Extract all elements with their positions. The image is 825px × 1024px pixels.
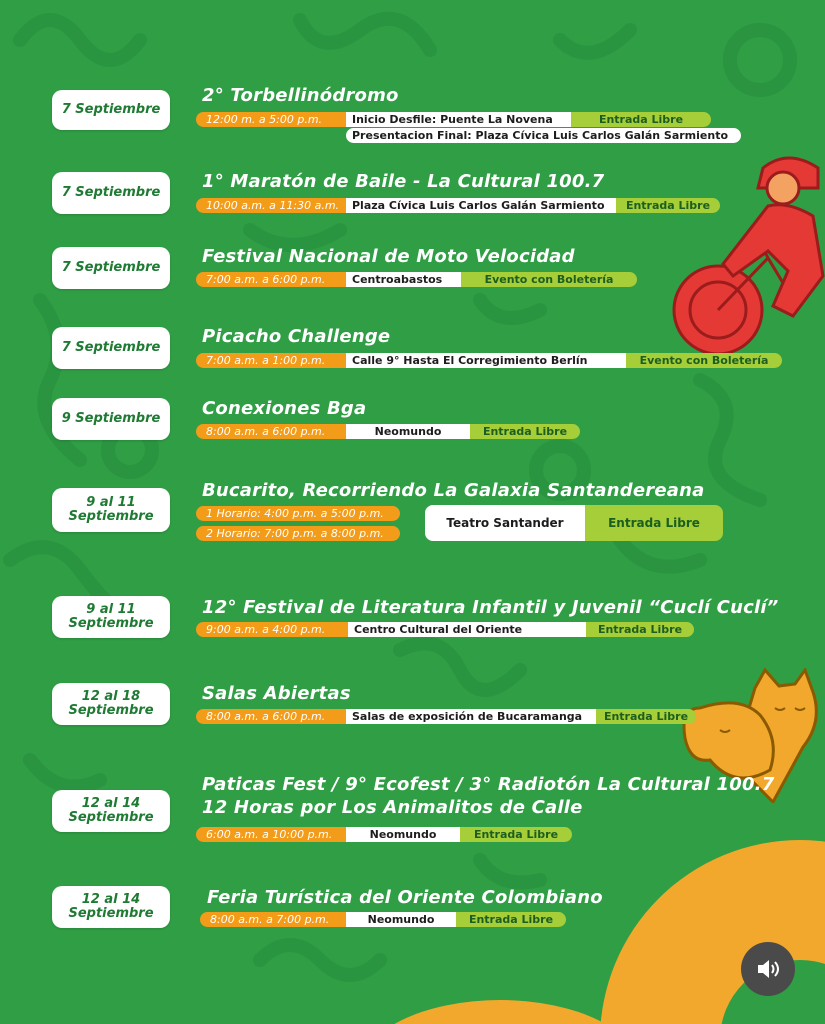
event-date: 7 Septiembre xyxy=(52,247,170,289)
event-entry: Entrada Libre xyxy=(586,622,694,637)
event-time: 8:00 a.m. a 7:00 p.m. xyxy=(200,912,346,927)
event-time-1: 1 Horario: 4:00 p.m. a 5:00 p.m. xyxy=(196,506,400,521)
event-title: Festival Nacional de Moto Velocidad xyxy=(202,246,575,267)
event-entry: Entrada Libre xyxy=(571,112,711,127)
event-date-line1: 9 al 11 xyxy=(86,495,136,510)
event-date-line2: Septiembre xyxy=(68,509,154,524)
event-time: 9:00 a.m. a 4:00 p.m. xyxy=(196,622,348,637)
event-title: Picacho Challenge xyxy=(202,326,391,347)
event-title: 1° Maratón de Baile - La Cultural 100.7 xyxy=(202,171,605,192)
event-entry: Entrada Libre xyxy=(470,424,580,439)
event-date: 9 Septiembre xyxy=(52,398,170,440)
event-date xyxy=(52,683,170,725)
event-date-line2: Septiembre xyxy=(68,616,154,631)
event-title: Conexiones Bga xyxy=(202,398,367,419)
event-entry: Entrada Libre xyxy=(585,505,723,541)
event-date: 7 Septiembre xyxy=(52,172,170,214)
event-venue: Calle 9° Hasta El Corregimiento Berlín xyxy=(346,353,626,368)
cyclist-illustration xyxy=(668,148,825,378)
event-venue: Teatro Santander xyxy=(425,505,585,541)
event-entry: Entrada Libre xyxy=(456,912,566,927)
event-time: 7:00 a.m. a 6:00 p.m. xyxy=(196,272,346,287)
event-date-line2: Septiembre xyxy=(68,906,154,921)
event-time: 12:00 m. a 5:00 p.m. xyxy=(196,112,346,127)
event-title: Paticas Fest / 9° Ecofest / 3° Radiotón La Cultural 100.7 xyxy=(202,774,775,795)
event-venue: Centro Cultural del Oriente xyxy=(348,622,586,637)
event-venue-secondary: Presentacion Final: Plaza Cívica Luis Carlos Galán Sarmiento xyxy=(346,128,741,143)
event-entry: Evento con Boletería xyxy=(626,353,782,368)
event-time: 10:00 a.m. a 11:30 a.m. xyxy=(196,198,346,213)
event-time: 7:00 a.m. a 1:00 p.m. xyxy=(196,353,346,368)
event-time: 8:00 a.m. a 6:00 p.m. xyxy=(196,709,346,724)
event-title-line2: 12 Horas por Los Animalitos de Calle xyxy=(202,797,583,818)
event-venue: Plaza Cívica Luis Carlos Galán Sarmiento xyxy=(346,198,616,213)
event-title: 12° Festival de Literatura Infantil y Juvenil “Cuclí Cuclí” xyxy=(202,597,779,618)
event-venue: Neomundo xyxy=(346,912,456,927)
event-entry: Entrada Libre xyxy=(596,709,696,724)
event-entry: Entrada Libre xyxy=(460,827,572,842)
event-entry: Evento con Boletería xyxy=(461,272,637,287)
event-title: 2° Torbellinódromo xyxy=(202,85,399,106)
event-time: 6:00 a.m. a 10:00 p.m. xyxy=(196,827,346,842)
event-venue: Neomundo xyxy=(346,827,460,842)
event-date xyxy=(52,596,170,638)
event-date-line2: Septiembre xyxy=(68,810,154,825)
event-date: 7 Septiembre xyxy=(52,90,170,130)
event-date-line1: 9 al 11 xyxy=(86,602,136,617)
event-date-line1: 12 al 18 xyxy=(81,689,141,704)
event-time-2: 2 Horario: 7:00 p.m. a 8:00 p.m. xyxy=(196,526,400,541)
event-time: 8:00 a.m. a 6:00 p.m. xyxy=(196,424,346,439)
sound-toggle-button[interactable] xyxy=(741,942,795,996)
event-venue: Inicio Desfile: Puente La Novena xyxy=(346,112,571,127)
event-entry: Entrada Libre xyxy=(616,198,720,213)
event-venue: Salas de exposición de Bucaramanga xyxy=(346,709,596,724)
event-title: Salas Abiertas xyxy=(202,683,351,704)
event-date: 7 Septiembre xyxy=(52,327,170,369)
event-date-line1: 12 al 14 xyxy=(81,892,141,907)
event-date xyxy=(52,886,170,928)
event-date-line1: 12 al 14 xyxy=(81,796,141,811)
event-venue: Neomundo xyxy=(346,424,470,439)
event-date xyxy=(52,488,170,532)
event-title: Feria Turística del Oriente Colombiano xyxy=(207,887,603,908)
event-venue: Centroabastos xyxy=(346,272,461,287)
event-date xyxy=(52,790,170,832)
event-date-line2: Septiembre xyxy=(68,703,154,718)
speaker-icon xyxy=(755,957,781,981)
event-title: Bucarito, Recorriendo La Galaxia Santandereana xyxy=(202,480,705,501)
